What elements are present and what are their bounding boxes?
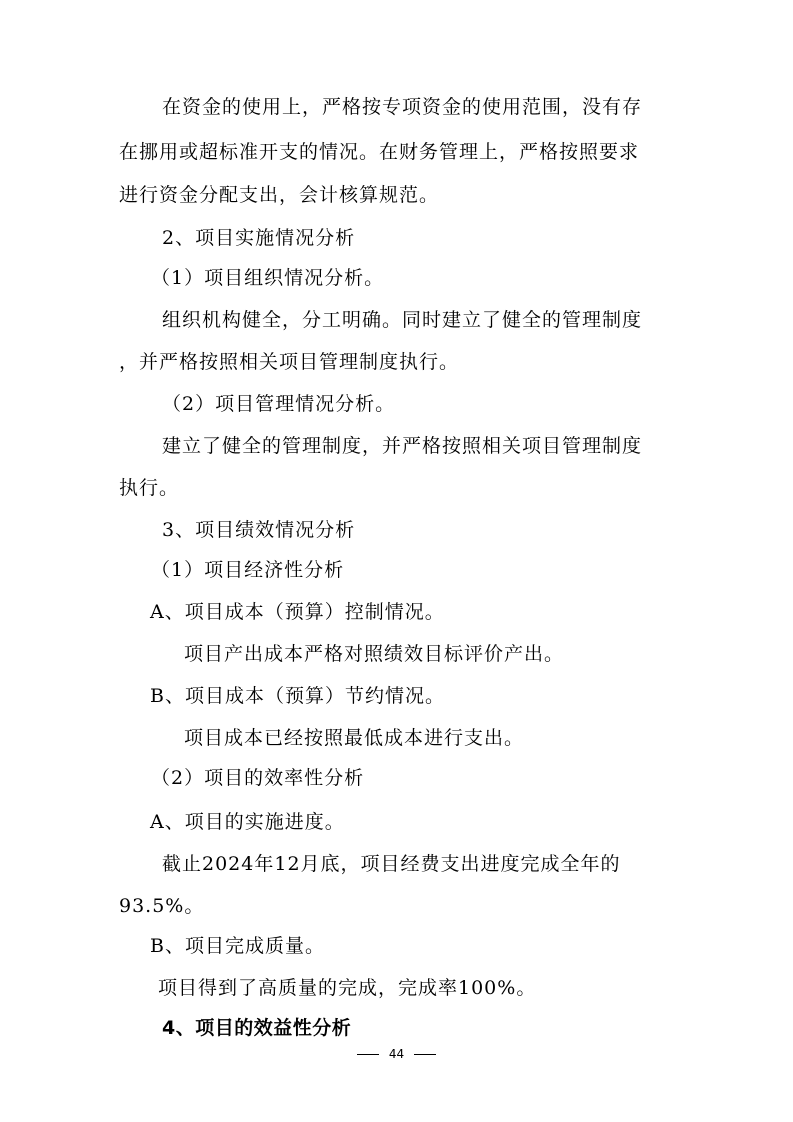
page-number: 44 — [388, 1047, 405, 1061]
paragraph-line: 建立了健全的管理制度，并严格按照相关项目管理制度 — [162, 435, 643, 457]
list-item-label: B、项目完成质量。 — [150, 935, 325, 957]
list-item-label: A、项目的实施进度。 — [150, 811, 345, 833]
list-item-label: B、项目成本（预算）节约情况。 — [150, 685, 445, 707]
list-item-label: A、项目成本（预算）控制情况。 — [150, 601, 445, 623]
paragraph-line: 组织机构健全，分工明确。同时建立了健全的管理制度 — [162, 309, 643, 331]
paragraph-line: ，并严格按照相关项目管理制度执行。 — [119, 351, 460, 373]
paragraph-line: 在资金的使用上，严格按专项资金的使用范围，没有存 — [162, 96, 643, 118]
paragraph-line: 在挪用或超标准开支的情况。在财务管理上，严格按照要求 — [119, 141, 640, 163]
subsection-heading: （2）项目管理情况分析。 — [162, 393, 396, 415]
paragraph-line: 进行资金分配支出，会计核算规范。 — [119, 184, 440, 206]
list-item-text: 项目产出成本严格对照绩效目标评价产出。 — [184, 643, 565, 665]
footer-dash-right — [414, 1054, 436, 1055]
section-heading: 4、项目的效益性分析 — [162, 1017, 352, 1039]
paragraph-line: 截止2024年12月底，项目经费支出进度完成全年的 — [162, 853, 621, 875]
subsection-heading: （1）项目组织情况分析。 — [151, 267, 385, 289]
section-heading: 2、项目实施情况分析 — [162, 227, 356, 249]
subsection-heading: （1）项目经济性分析 — [151, 559, 345, 581]
list-item-text: 项目得到了高质量的完成，完成率100%。 — [158, 977, 537, 999]
paragraph-line: 执行。 — [119, 477, 180, 499]
page-footer — [0, 1046, 793, 1062]
section-heading: 3、项目绩效情况分析 — [162, 519, 356, 541]
list-item-text: 项目成本已经按照最低成本进行支出。 — [184, 727, 525, 749]
subsection-heading: （2）项目的效率性分析 — [151, 767, 365, 789]
paragraph-line: 93.5%。 — [119, 895, 205, 917]
footer-dash-left — [357, 1054, 379, 1055]
